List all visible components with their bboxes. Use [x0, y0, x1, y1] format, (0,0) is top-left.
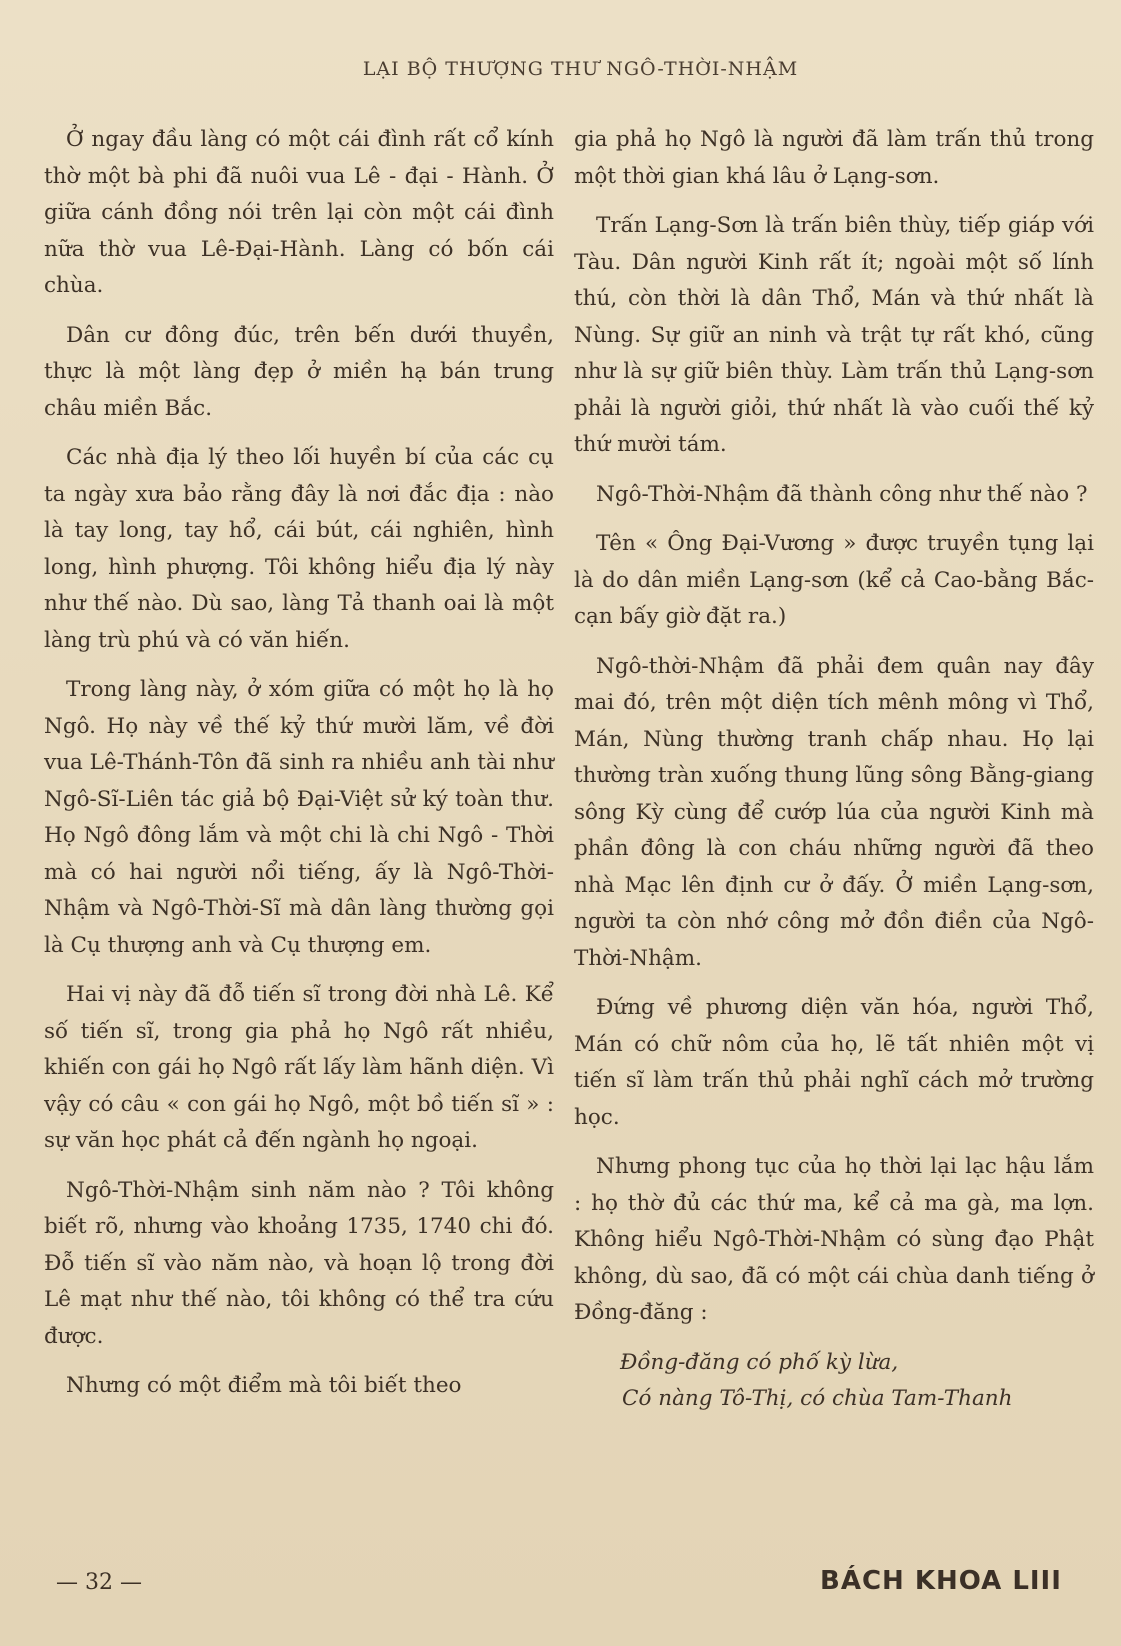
- page-number: — 32 —: [56, 1570, 142, 1595]
- magazine-name: BÁCH KHOA LIII: [820, 1566, 1062, 1596]
- paragraph: Đứng về phương diện văn hóa, người Thổ, Mán có chữ nôm của họ, lẽ tất nhiên một vị tiến sĩ làm trấn thủ phải nghĩ cách mở trường học.: [574, 995, 1094, 1130]
- paragraph: Nhưng có một điểm mà tôi biết theo: [66, 1373, 462, 1398]
- paragraph: Ngô-Thời-Nhậm sinh năm nào ? Tôi không biết rõ, nhưng vào khoảng 1735, 1740 chi đó. Đỗ tiến sĩ vào năm nào, và hoạn lộ trong đời Lê mạt như thế nào, tôi không có thể tra cứu được.: [44, 1177, 554, 1349]
- paragraph: Trong làng này, ở xóm giữa có một họ là họ Ngô. Họ này về thế kỷ thứ mười lăm, về đời vua Lê-Thánh-Tôn đã sinh ra nhiều anh tài như Ngô-Sĩ-Liên tác giả bộ Đại-Việt sử ký toàn thư. Họ Ngô đông lắm và một chi là chi Ngô - Thời mà có hai người nổi tiếng, ấy là Ngô-Thời-Nhậm và Ngô-Thời-Sĩ mà dân làng thường gọi là Cụ thượng anh và Cụ thượng em.: [44, 677, 554, 958]
- paragraph: Hai vị này đã đỗ tiến sĩ trong đời nhà Lê. Kể số tiến sĩ, trong gia phả họ Ngô rất nhiều, khiến con gái họ Ngô rất lấy làm hãnh diện. Vì vậy có câu « con gái họ Ngô, một bồ tiến sĩ » : sự văn học phát cả đến ngành họ ngoại.: [44, 982, 554, 1153]
- paragraph: gia phả họ Ngô là người đã làm trấn thủ trong một thời gian khá lâu ở Lạng-sơn.: [574, 127, 1094, 189]
- paragraph: Nhưng phong tục của họ thời lại lạc hậu lắm : họ thờ đủ các thứ ma, kể cả ma gà, ma lợn. Không hiểu Ngô-Thời-Nhậm có sùng đạo Phật không, dù sao, đã có một cái chùa danh tiếng ở Đồng-đăng :: [574, 1154, 1094, 1325]
- running-head: LẠI BỘ THƯỢNG THƯ NGÔ-THỜI-NHẬM: [362, 58, 799, 80]
- paragraph: Dân cư đông đúc, trên bến dưới thuyền, thực là một làng đẹp ở miền hạ bán trung châu miền Bắc.: [44, 322, 554, 421]
- paragraph: Các nhà địa lý theo lối huyền bí của các cụ ta ngày xưa bảo rằng đây là nơi đắc địa : nào là tay long, tay hổ, cái bút, cái nghiên, hình long, hình phượng. Tôi không hiểu địa lý này như thế nào. Dù sao, làng Tả thanh oai là một làng trù phú và có văn hiến.: [44, 445, 554, 653]
- verse-line: Đồng-đăng có phố kỳ lừa,: [620, 1349, 899, 1375]
- right-column: [574, 122, 1094, 1418]
- left-column: [44, 122, 554, 1418]
- paragraph: Ngô-thời-Nhậm đã phải đem quân nay đây mai đó, trên một diện tích mênh mông vì Thổ, Mán, Nùng thường tranh chấp nhau. Họ lại thường tràn xuống thung lũng sông Bằng-giang sông Kỳ cùng để cướp lúa của người Kinh mà phần đông là con cháu những người đã theo nhà Mạc lên định cư ở đấy. Ở miền Lạng-sơn, người ta còn nhớ công mở đồn điền của Ngô-Thời-Nhậm.: [574, 653, 1094, 971]
- paragraph: Tên « Ông Đại-Vương » được truyền tụng lại là do dân miền Lạng-sơn (kể cả Cao-bằng Bắc-cạn bấy giờ đặt ra.): [574, 531, 1094, 629]
- paragraph: Ngô-Thời-Nhậm đã thành công như thế nào ?: [596, 481, 1088, 507]
- verse-line: Có nàng Tô-Thị, có chùa Tam-Thanh: [622, 1386, 1013, 1411]
- paragraph: Ở ngay đầu làng có một cái đình rất cổ kính thờ một bà phi đã nuôi vua Lê - đại - Hành. Ở giữa cánh đồng nói trên lại còn một cái đình nữa thờ vua Lê-Đại-Hành. Làng có bốn cái chùa.: [44, 127, 554, 298]
- paragraph: Trấn Lạng-Sơn là trấn biên thùy, tiếp giáp với Tàu. Dân người Kinh rất ít; ngoài một số lính thú, còn thời là dân Thổ, Mán và thứ nhất là Nùng. Sự giữ an ninh và trật tự rất khó, cũng như là sự giữ biên thùy. Làm trấn thủ Lạng-sơn phải là người giỏi, thứ nhất là vào cuối thế kỷ thứ mười tám.: [574, 213, 1094, 457]
